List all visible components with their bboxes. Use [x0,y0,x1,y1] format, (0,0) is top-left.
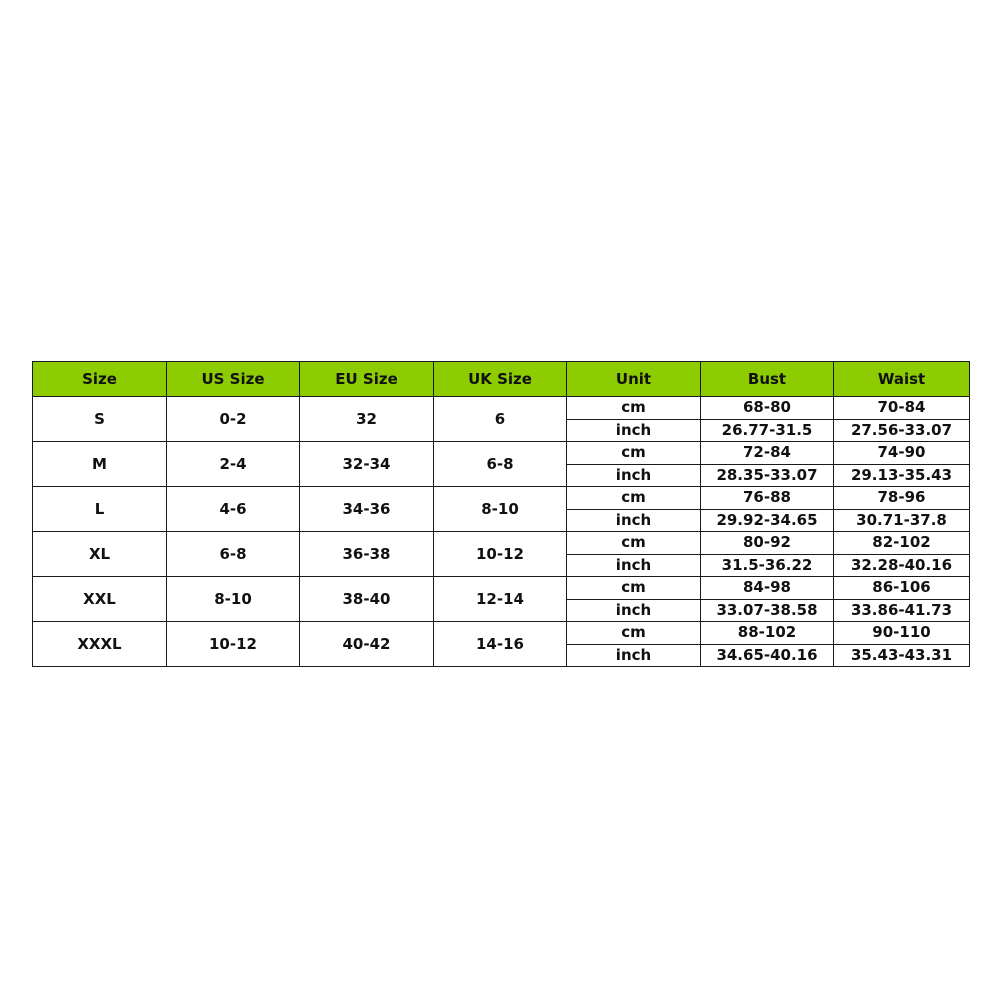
unit-cell: cm [567,577,701,600]
eu-size-cell: 36-38 [300,532,434,577]
waist-cell: 30.71-37.8 [834,509,970,532]
unit-cell: inch [567,599,701,622]
eu-size-cell: 34-36 [300,487,434,532]
table-row [33,442,970,465]
table-row [33,532,970,555]
us-size-cell: 4-6 [167,487,300,532]
bust-cell: 68-80 [701,397,834,420]
size-cell: S [33,397,167,442]
waist-cell: 29.13-35.43 [834,464,970,487]
unit-cell: cm [567,622,701,645]
table-row [33,397,970,420]
waist-cell: 70-84 [834,397,970,420]
unit-cell: cm [567,532,701,555]
waist-cell: 78-96 [834,487,970,510]
bust-cell: 80-92 [701,532,834,555]
uk-size-cell: 6 [434,397,567,442]
header-bust: Bust [701,362,834,397]
waist-cell: 35.43-43.31 [834,644,970,667]
eu-size-cell: 40-42 [300,622,434,667]
size-cell: M [33,442,167,487]
us-size-cell: 0-2 [167,397,300,442]
bust-cell: 72-84 [701,442,834,465]
unit-cell: cm [567,442,701,465]
us-size-cell: 10-12 [167,622,300,667]
bust-cell: 28.35-33.07 [701,464,834,487]
table-row [33,577,970,600]
bust-cell: 33.07-38.58 [701,599,834,622]
unit-cell: cm [567,487,701,510]
waist-cell: 33.86-41.73 [834,599,970,622]
header-us-size: US Size [167,362,300,397]
unit-cell: inch [567,644,701,667]
bust-cell: 84-98 [701,577,834,600]
size-cell: XXXL [33,622,167,667]
header-row [33,362,970,397]
size-chart-table [32,361,970,667]
size-cell: XXL [33,577,167,622]
unit-cell: inch [567,509,701,532]
waist-cell: 74-90 [834,442,970,465]
header-uk-size: UK Size [434,362,567,397]
uk-size-cell: 6-8 [434,442,567,487]
unit-cell: inch [567,464,701,487]
eu-size-cell: 38-40 [300,577,434,622]
header-unit: Unit [567,362,701,397]
waist-cell: 27.56-33.07 [834,419,970,442]
header-waist: Waist [834,362,970,397]
unit-cell: inch [567,419,701,442]
table-row [33,622,970,645]
uk-size-cell: 8-10 [434,487,567,532]
waist-cell: 90-110 [834,622,970,645]
bust-cell: 29.92-34.65 [701,509,834,532]
us-size-cell: 6-8 [167,532,300,577]
table-row [33,487,970,510]
uk-size-cell: 14-16 [434,622,567,667]
bust-cell: 34.65-40.16 [701,644,834,667]
unit-cell: cm [567,397,701,420]
eu-size-cell: 32 [300,397,434,442]
uk-size-cell: 12-14 [434,577,567,622]
size-cell: L [33,487,167,532]
table-body [33,397,970,667]
uk-size-cell: 10-12 [434,532,567,577]
table-header [33,362,970,397]
bust-cell: 88-102 [701,622,834,645]
unit-cell: inch [567,554,701,577]
header-eu-size: EU Size [300,362,434,397]
waist-cell: 86-106 [834,577,970,600]
bust-cell: 26.77-31.5 [701,419,834,442]
size-cell: XL [33,532,167,577]
us-size-cell: 2-4 [167,442,300,487]
waist-cell: 82-102 [834,532,970,555]
bust-cell: 31.5-36.22 [701,554,834,577]
bust-cell: 76-88 [701,487,834,510]
us-size-cell: 8-10 [167,577,300,622]
header-size: Size [33,362,167,397]
waist-cell: 32.28-40.16 [834,554,970,577]
eu-size-cell: 32-34 [300,442,434,487]
